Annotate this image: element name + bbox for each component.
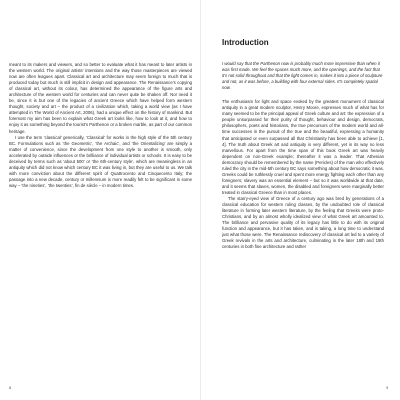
right-paragraph-2: The starry-eyed view of Greece of a century ago was bred by generations of a classical education for western ruling classes, by the undoubted role of classical literature in forming later western literature, by the feeling that Greeks were proto-Christians, and by an almost wholly idealized view of what Greek art amounted to. The brilliance and pervasive quality of its legacy has little to do with its original function and appearance, but it has taken, and is taking, a long time to understand just what those were. The Renaissance rediscovery of classical art led to a variety of Greek revivals in the arts and architecture, culminating in the later 18th and 19th centuries in both fine architecture and rather [222,195,384,250]
left-page-number: 8 [9,385,12,390]
right-paragraph-1: The enthusiasm for light and space evoked by the greatest monument of classical antiquity in a great modern sculptor, Henry Moore, expresses much of what has for many seemed to be the principal appeal of Greek culture and art: the expression of a people unsurpassed for their purity of thought, behaviour and design, democrats, philosophers, poets and historians, the true precursors of the modern world and all-time successes in the pursuit of the true and the beautiful, expressing a humanity that anticipated or even surpassed all that Christianity has been able to achieve [1, 4]. The truth about Greek art and antiquity is very different, yet in its way no less marvellous. For apart from the time span of this book Greek art was heavily dependent on non-Greek example; thereafter it was a leader. That Athenian democracy should be remembered by the name (Pericles) of the man who effectively ruled the city in the mid-5th century BC says something about how democratic it was. Greeks could be ruthlessly cruel and spent more energy fighting each other than any foreigners; slavery was an essential element – but so it was worldwide at that date, and it seems that slaves, women, the disabled and foreigners were marginally better treated in classical Greece than in most places. [222,99,384,195]
chapter-heading: Introduction [222,38,269,47]
right-page [200,0,400,400]
epigraph-quote: I would say that the Parthenon now is probably much more impressive than when it was first made. We feel the spaces much more, and the openings, and the fact that it’s not solid throughout and that the light comes in, makes it into a piece of sculpture and not, as it was before, a building with four external sides. It’s completely spatial now. [222,61,383,91]
left-paragraph-1: meant to its makers and viewers, and so better to evaluate what it has meant to later artists in the western world. The original artists’ intentions and the way those masterpieces are viewed now are often leagues apart. Classical art and architecture may seem foreign to much that is produced today but much is still implicit in design and appearance. The Renaissance’s copying of classical art, without its colour, has determined the appearance of the figure arts and architecture of the western world for centuries and can never quite be shaken off. Nor need it be, since it is but one of the legacies of ancient Greece which have helped form western thought, society and art – the product of a civilization which, taking a world view (as I have attempted in The World of Ancient Art, 2006), had a unique effect on the history of mankind. But foremost my aim has been to explain what Greek art looks like, how to look at it, and how to enjoy it as something beyond the tourist’s Parthenon or a broken marble, as part of our common heritage. [9,62,192,134]
right-page-body [222,99,384,250]
left-page-body [9,62,192,189]
left-paragraph-2: I use the term ‘classical’ generically, ‘Classical’ for works in the high style of the 5th century BC. Formulations such as ‘the Geometric’, ‘the Archaic’, and ‘the Orientalizing’ are simply a matter of convenience, since the development from one style to another is smooth, only accelerated by outside influences or the brilliance of individual artists or schools. It is easy to be deceived by terms such as ‘about 500’ or ‘the 6th-century style’, which are meaningless in an antiquity which did not know which century BC it was living in, but they are useful to us. We talk with more conviction about the different spirit of Quattrocento and Cinquecento Italy; the passage into a new decade, century or millennium is more readily felt to be significant in some way – ‘the nineties’, ‘the twenties’, fin de siècle – in modern times. [9,134,192,188]
right-page-number: 9 [386,385,389,390]
